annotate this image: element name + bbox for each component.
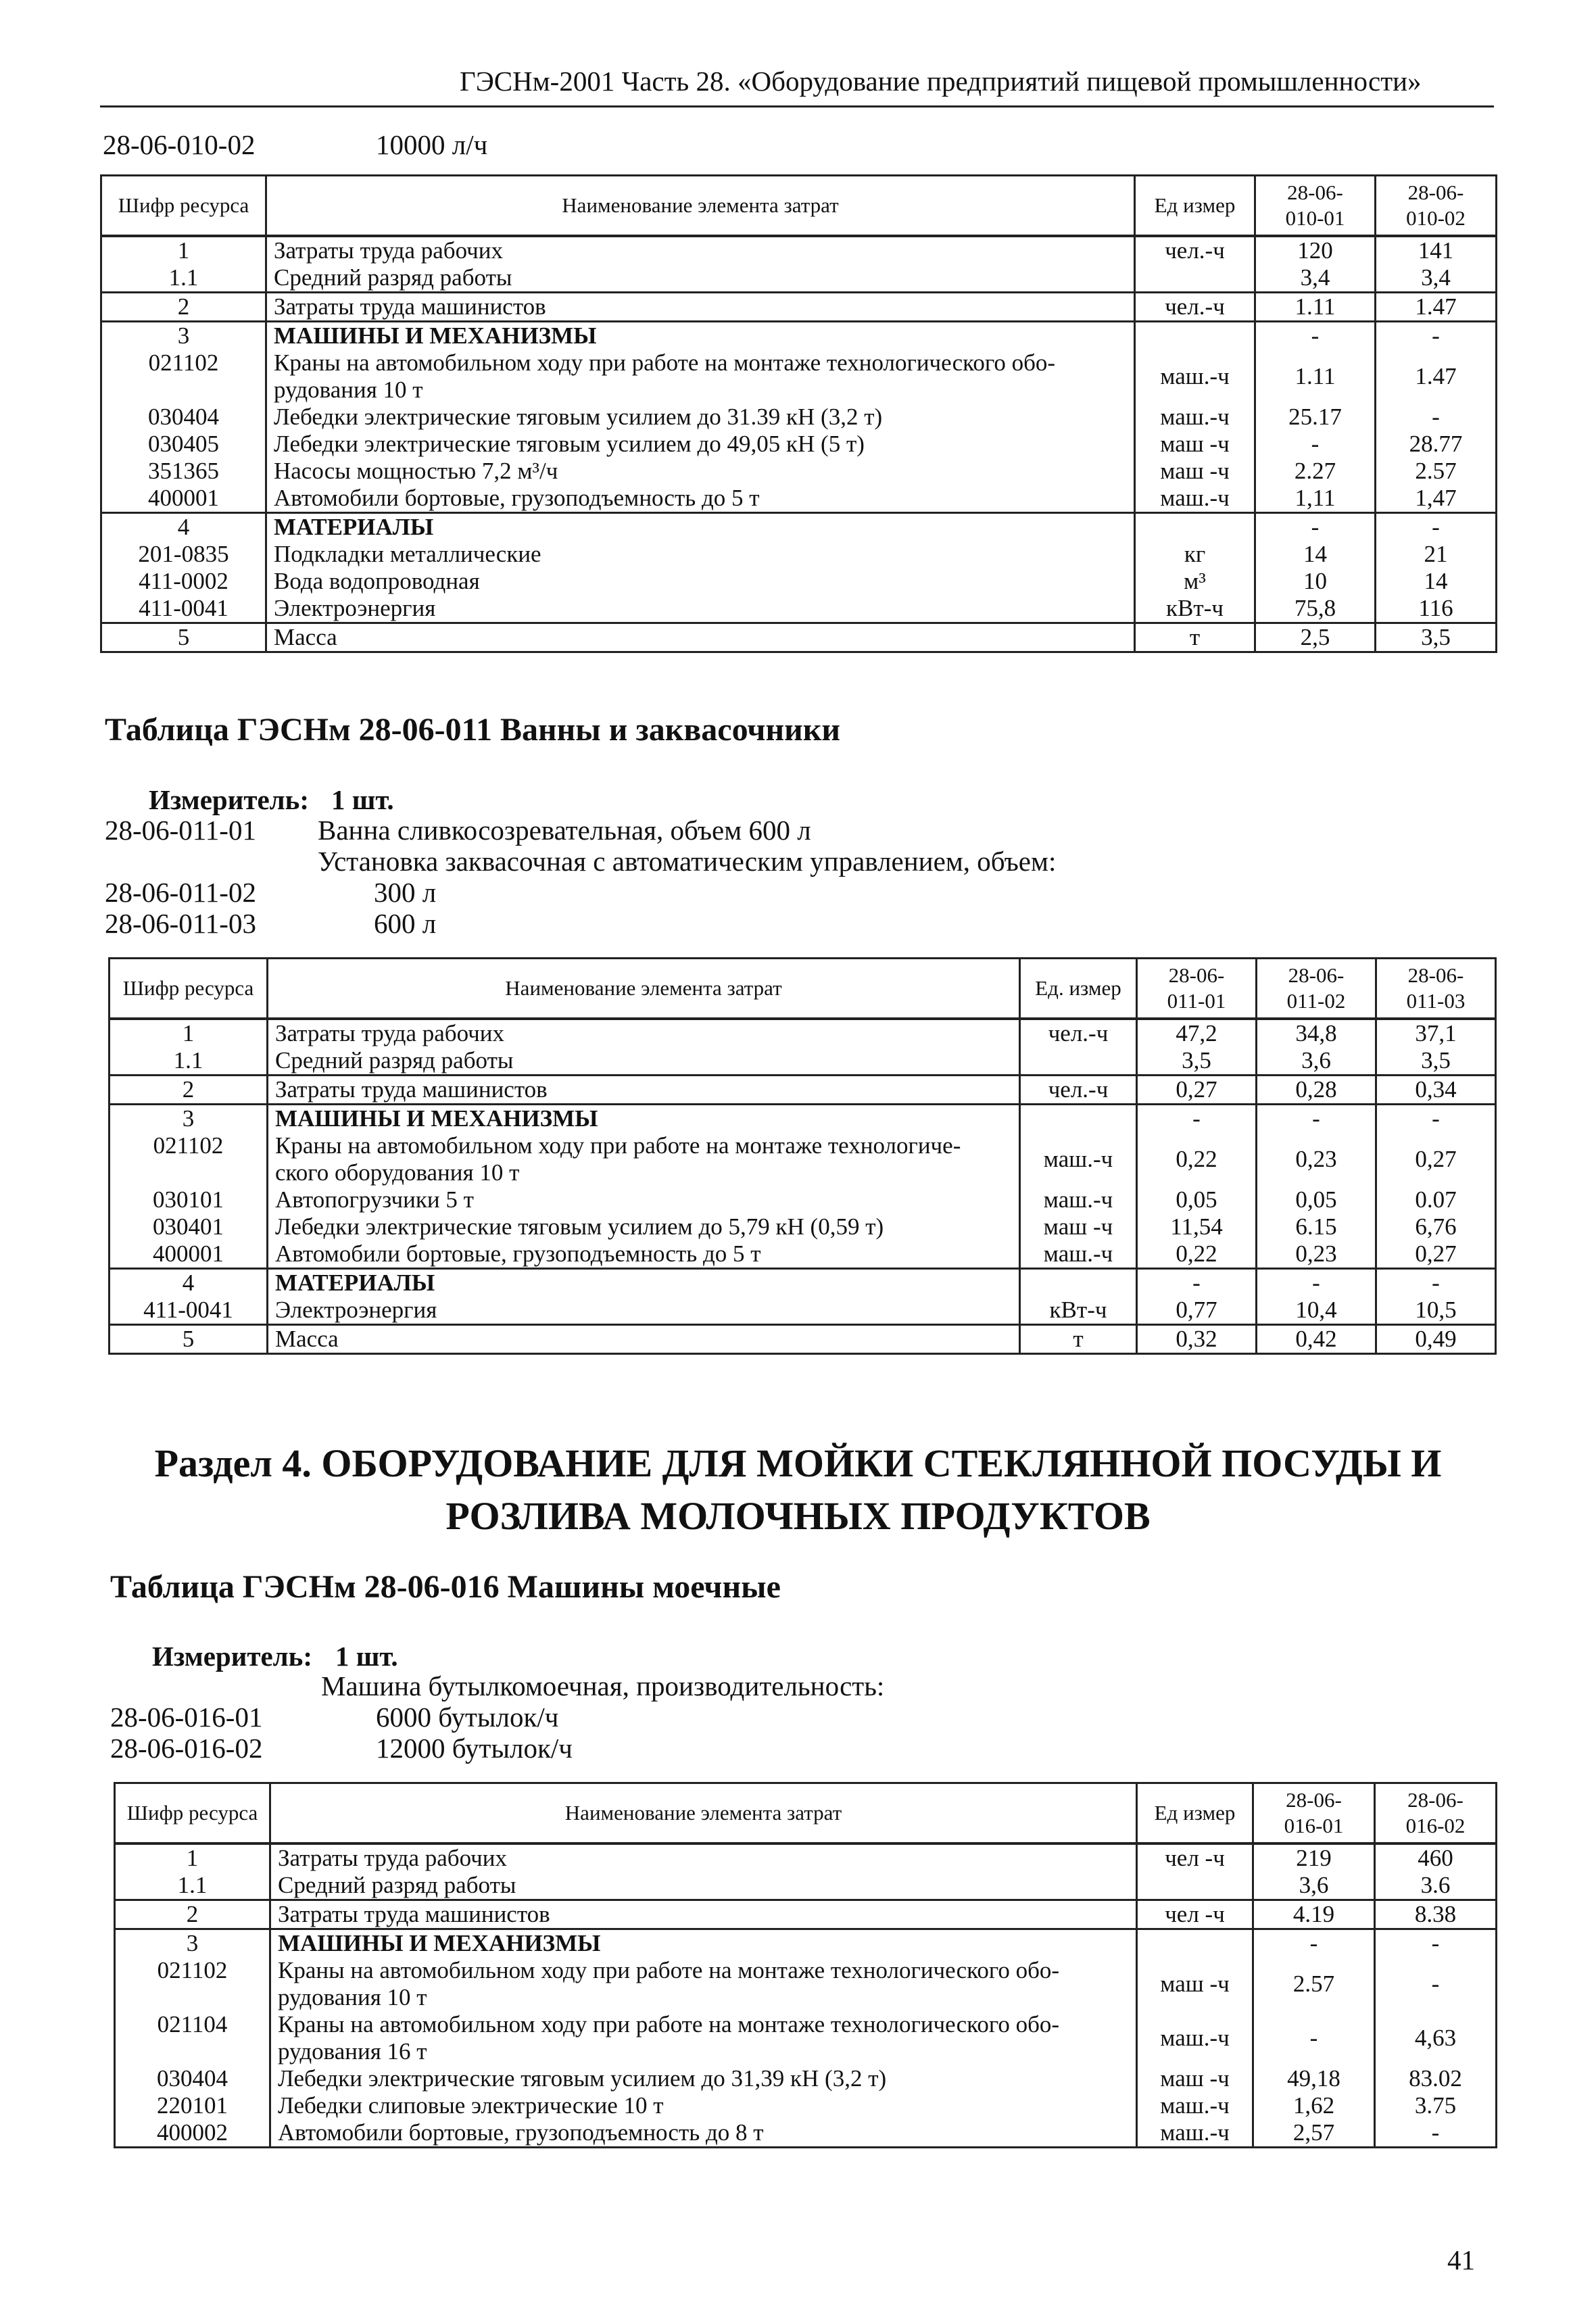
unit-cell: маш.-ч [1020,1240,1137,1269]
cost-element-name-line: Масса [274,624,337,650]
resource-code: 1 [115,1843,270,1872]
cost-element-name [270,2119,1137,2148]
unit-cell: маш.-ч [1135,404,1255,431]
unit-cell: чел.-ч [1020,1019,1137,1047]
cost-element-name-line: рудования 10 т [274,377,423,403]
value-cell: 37,1 [1376,1019,1496,1047]
cost-element-name [270,1957,1137,2011]
unit-cell: кВт-ч [1020,1297,1137,1325]
value-cell: 0,22 [1137,1132,1257,1186]
resource-code: 5 [110,1325,268,1354]
value-cell: 0,05 [1257,1186,1376,1213]
cost-element-name [268,1019,1020,1047]
cost-element-name-line: Затраты труда машинистов [274,293,546,320]
table-row [101,541,1497,568]
value-cell: - [1255,431,1376,458]
cost-element-name-line: Затраты труда машинистов [275,1076,548,1103]
value-cell: - [1375,2119,1497,2148]
value-cell: - [1376,513,1497,541]
value-cell: - [1257,1269,1376,1297]
value-cell: 10 [1255,568,1376,595]
resource-code: 4 [101,513,266,541]
value-cell: 1.47 [1376,349,1497,404]
header-rule [100,105,1494,107]
table-row [110,1076,1496,1105]
table-row [101,349,1497,404]
cost-element-name-line: Затраты труда рабочих [274,237,503,264]
top-code: 28-06-010-02 [103,129,256,160]
table-row [115,1872,1497,1900]
unit-cell: маш.-ч [1137,2092,1253,2119]
value-cell: 4.19 [1253,1900,1375,1929]
resource-code: 1.1 [110,1047,268,1076]
unit-cell [1137,1929,1253,1958]
col-header-name: Наименование элемента затрат [270,1783,1137,1844]
cost-element-name [268,1325,1020,1354]
value-cell: 3,5 [1376,623,1497,652]
value-cell: 10,4 [1257,1297,1376,1325]
table-row [101,458,1497,485]
cost-element-name [270,2011,1137,2065]
item-code: 28-06-016-01 [110,1702,263,1733]
cost-element-name [270,1900,1137,1929]
table-row [110,1213,1496,1240]
table-row [110,1240,1496,1269]
value-cell: 3,6 [1257,1047,1376,1076]
value-cell: - [1255,513,1376,541]
resource-table-011 [108,957,1497,1355]
item-text: Ванна сливкосозревательная, объем 600 л [318,815,811,846]
cost-element-name-line: Автопогрузчики 5 т [275,1186,474,1213]
table-row [101,264,1497,293]
value-cell: 1.11 [1255,349,1376,404]
resource-code: 2 [115,1900,270,1929]
resource-code: 2 [101,293,266,322]
cost-element-name-line: Краны на автомобильном ходу при работе на монтаже технологического обо- [278,1957,1060,1983]
value-cell: 2,57 [1253,2119,1375,2148]
resource-code: 411-0002 [101,568,266,595]
cost-element-name [268,1132,1020,1186]
resource-code: 3 [101,322,266,350]
value-cell: 0,27 [1376,1132,1496,1186]
value-cell: 0,27 [1137,1076,1257,1105]
col-header-unit: Ед. измер [1020,959,1137,1019]
cost-element-name-line: Краны на автомобильном ходу при работе на монтаже технологического обо- [274,349,1056,376]
item-text: 12000 бутылок/ч [376,1733,573,1764]
resource-code: 4 [110,1269,268,1297]
resource-code: 030404 [115,2065,270,2092]
value-cell: 3.75 [1375,2092,1497,2119]
table-title-011: Таблица ГЭСНм 28-06-011 Ванны и заквасочники [105,712,841,748]
value-cell: - [1375,1957,1497,2011]
col-header-code: Шифр ресурса [115,1783,270,1844]
resource-code: 030405 [101,431,266,458]
table-row [110,1105,1496,1133]
value-cell: 83.02 [1375,2065,1497,2092]
cost-element-name [270,1872,1137,1900]
cost-element-name-line: Автомобили бортовые, грузоподъемность до 8 т [278,2119,764,2146]
resource-code: 3 [115,1929,270,1958]
value-cell: 0,49 [1376,1325,1496,1354]
table-row [101,404,1497,431]
cost-element-name [266,541,1135,568]
value-cell: 219 [1253,1843,1375,1872]
value-cell: - [1255,322,1376,350]
item-code: 28-06-011-02 [105,877,256,908]
value-cell: 0.07 [1376,1186,1496,1213]
cost-element-name-line: Электроэнергия [274,595,436,621]
cost-element-name [266,264,1135,293]
value-cell: 3,5 [1137,1047,1257,1076]
top-value: 10000 л/ч [376,129,488,160]
value-cell: 0,77 [1137,1297,1257,1325]
resource-code: 411-0041 [110,1297,268,1325]
value-cell: 3,4 [1255,264,1376,293]
cost-element-name [268,1076,1020,1105]
cost-element-name [270,1929,1137,1958]
item-code: 28-06-011-03 [105,908,256,939]
resource-code: 400001 [101,485,266,513]
cost-element-name [266,485,1135,513]
col-header-variant-2: 28-06- 011-02 [1257,959,1376,1019]
value-cell: 47,2 [1137,1019,1257,1047]
table-row [101,568,1497,595]
resource-code: 411-0041 [101,595,266,623]
unit-cell [1137,1872,1253,1900]
cost-element-name [266,431,1135,458]
unit-cell: чел.-ч [1135,293,1255,322]
cost-element-name-line: Краны на автомобильном ходу при работе на монтаже технологического обо- [278,2011,1060,2037]
value-cell: 10,5 [1376,1297,1496,1325]
cost-element-name-line: Автомобили бортовые, грузоподъемность до 5 т [275,1240,761,1267]
cost-element-name [266,595,1135,623]
resource-table-010 [100,174,1497,653]
cost-element-name-line: МАШИНЫ И МЕХАНИЗМЫ [278,1930,601,1956]
col-header-code: Шифр ресурса [110,959,268,1019]
cost-element-name [268,1269,1020,1297]
value-cell: 3,6 [1253,1872,1375,1900]
table-row [110,1297,1496,1325]
cost-element-name-line: Средний разряд работы [274,264,512,291]
value-cell: 2,5 [1255,623,1376,652]
col-header-unit: Ед измер [1135,176,1255,237]
item-text: 6000 бутылок/ч [376,1702,559,1733]
cost-element-name-line: Средний разряд работы [278,1872,516,1898]
table-body [101,236,1497,652]
cost-element-name [270,2065,1137,2092]
table-row [110,1186,1496,1213]
unit-cell: чел -ч [1137,1843,1253,1872]
cost-element-name-line: Подкладки металлические [274,541,541,567]
value-cell: 1.47 [1376,293,1497,322]
unit-cell [1020,1105,1137,1133]
table-body [110,1019,1496,1354]
table-row [115,1929,1497,1958]
value-cell: 0,27 [1376,1240,1496,1269]
value-cell: 21 [1376,541,1497,568]
resource-code: 030404 [101,404,266,431]
col-header-variant-2: 28-06- 010-02 [1376,176,1497,237]
cost-element-name [266,322,1135,350]
cost-element-name-line: Вода водопроводная [274,568,480,594]
cost-element-name [268,1186,1020,1213]
unit-cell: кВт-ч [1135,595,1255,623]
cost-element-name-line: Лебедки электрические тяговым усилием до 31,39 кН (3,2 т) [278,2065,887,2092]
value-cell: - [1257,1105,1376,1133]
unit-cell: маш -ч [1137,2065,1253,2092]
meter-label-016: Измеритель: [152,1641,313,1672]
unit-cell: маш -ч [1135,458,1255,485]
unit-cell: маш -ч [1137,1957,1253,2011]
unit-cell [1020,1047,1137,1076]
value-cell: 2.27 [1255,458,1376,485]
cost-element-name-line: МАШИНЫ И МЕХАНИЗМЫ [274,322,597,349]
unit-cell: маш.-ч [1135,349,1255,404]
cost-element-name-line: рудования 10 т [278,1984,427,2010]
table-row [101,431,1497,458]
unit-cell: чел.-ч [1020,1076,1137,1105]
cost-element-name [266,404,1135,431]
item-text: 600 л [374,908,437,939]
meter-value-011: 1 шт. [331,784,394,815]
col-header-unit: Ед измер [1137,1783,1253,1844]
resource-code: 021104 [115,2011,270,2065]
cost-element-name [266,568,1135,595]
unit-cell: маш.-ч [1135,485,1255,513]
value-cell: 1,62 [1253,2092,1375,2119]
table-row [110,1019,1496,1047]
resource-code: 021102 [110,1132,268,1186]
value-cell: 141 [1376,236,1497,264]
cost-element-name [268,1297,1020,1325]
cost-element-name-line: Насосы мощностью 7,2 м³/ч [274,458,558,484]
table-row [115,2011,1497,2065]
value-cell: 0,34 [1376,1076,1496,1105]
value-cell: 11,54 [1137,1213,1257,1240]
col-header-code: Шифр ресурса [101,176,266,237]
cost-element-name-line: МАТЕРИАЛЫ [274,514,434,540]
value-cell: - [1253,1929,1375,1958]
unit-cell: маш.-ч [1137,2119,1253,2148]
col-header-name: Наименование элемента затрат [266,176,1135,237]
value-cell: 4,63 [1375,2011,1497,2065]
unit-cell: маш.-ч [1020,1132,1137,1186]
table-row [110,1132,1496,1186]
item-code: 28-06-016-02 [110,1733,263,1764]
col-header-variant-1: 28-06- 010-01 [1255,176,1376,237]
unit-cell: кг [1135,541,1255,568]
value-cell: - [1375,1929,1497,1958]
cost-element-name-line: Средний разряд работы [275,1047,514,1073]
cost-element-name [270,2092,1137,2119]
unit-cell [1020,1269,1137,1297]
value-cell: 8.38 [1375,1900,1497,1929]
cost-element-name [266,349,1135,404]
value-cell: 0,42 [1257,1325,1376,1354]
col-header-variant-2: 28-06- 016-02 [1375,1783,1497,1844]
cost-element-name-line: Затраты труда рабочих [278,1845,507,1871]
meter-label-011: Измеритель: [149,784,310,815]
resource-code: 1 [101,236,266,264]
value-cell: 3,5 [1376,1047,1496,1076]
cost-element-name-line: Краны на автомобильном ходу при работе на монтаже технологиче- [275,1132,961,1159]
cost-element-name-line: Затраты труда рабочих [275,1020,504,1046]
value-cell: 116 [1376,595,1497,623]
resource-code: 030401 [110,1213,268,1240]
cost-element-name-line: рудования 16 т [278,2038,427,2065]
value-cell: 2.57 [1253,1957,1375,2011]
table-row [101,322,1497,350]
value-cell: 1.11 [1255,293,1376,322]
table-row [101,623,1497,652]
value-cell: 0,32 [1137,1325,1257,1354]
running-header: ГЭСНм-2001 Часть 28. «Оборудование предприятий пищевой промышленности» [460,66,1422,97]
value-cell: 28.77 [1376,431,1497,458]
item-text: Машина бутылкомоечная, производительность: [321,1670,885,1702]
cost-element-name [266,623,1135,652]
cost-element-name [268,1105,1020,1133]
table-row [110,1269,1496,1297]
table-row [101,236,1497,264]
cost-element-name [268,1213,1020,1240]
table-row [101,485,1497,513]
unit-cell [1135,264,1255,293]
table-title-016: Таблица ГЭСНм 28-06-016 Машины моечные [110,1569,781,1605]
resource-code: 021102 [115,1957,270,2011]
resource-code: 400002 [115,2119,270,2148]
resource-code: 201-0835 [101,541,266,568]
value-cell: 0,28 [1257,1076,1376,1105]
resource-code: 1.1 [115,1872,270,1900]
table-row [101,513,1497,541]
col-header-variant-1: 28-06- 016-01 [1253,1783,1375,1844]
value-cell: - [1253,2011,1375,2065]
cost-element-name-line: Лебедки электрические тяговым усилием до 5,79 кН (0,59 т) [275,1213,884,1240]
value-cell: - [1376,322,1497,350]
unit-cell: маш.-ч [1137,2011,1253,2065]
unit-cell [1135,322,1255,350]
resource-code: 1.1 [101,264,266,293]
value-cell: 14 [1376,568,1497,595]
cost-element-name-line: ского оборудования 10 т [275,1159,520,1186]
cost-element-name [268,1047,1020,1076]
col-header-variant-3: 28-06- 011-03 [1376,959,1496,1019]
cost-element-name-line: Затраты труда машинистов [278,1901,550,1927]
cost-element-name [270,1843,1137,1872]
cost-element-name [266,236,1135,264]
value-cell: 460 [1375,1843,1497,1872]
unit-cell: маш -ч [1135,431,1255,458]
value-cell: 14 [1255,541,1376,568]
value-cell: 2.57 [1376,458,1497,485]
resource-code: 1 [110,1019,268,1047]
table-row [110,1047,1496,1076]
value-cell: 25.17 [1255,404,1376,431]
value-cell: 3,4 [1376,264,1497,293]
unit-cell: чел.-ч [1135,236,1255,264]
unit-cell: маш -ч [1020,1213,1137,1240]
value-cell: 0,23 [1257,1132,1376,1186]
resource-code: 021102 [101,349,266,404]
cost-element-name [268,1240,1020,1269]
value-cell: - [1137,1105,1257,1133]
meter-value-016: 1 шт. [335,1641,398,1672]
resource-code: 2 [110,1076,268,1105]
table-row [115,1900,1497,1929]
unit-cell: чел -ч [1137,1900,1253,1929]
value-cell: 0,22 [1137,1240,1257,1269]
value-cell: 49,18 [1253,2065,1375,2092]
item-code: 28-06-011-01 [105,815,256,846]
cost-element-name-line: Лебедки слиповые электрические 10 т [278,2092,664,2119]
table-row [110,1325,1496,1354]
table-row [115,2092,1497,2119]
unit-cell: м³ [1135,568,1255,595]
value-cell: 120 [1255,236,1376,264]
unit-cell: т [1020,1325,1137,1354]
section-4-title: Раздел 4. ОБОРУДОВАНИЕ ДЛЯ МОЙКИ СТЕКЛЯННОЙ ПОСУДЫ И РОЗЛИВА МОЛОЧНЫХ ПРОДУКТОВ [154,1441,1442,1538]
unit-cell [1135,513,1255,541]
value-cell: 0,05 [1137,1186,1257,1213]
value-cell: 1,47 [1376,485,1497,513]
table-row [101,293,1497,322]
cost-element-name-line: МАШИНЫ И МЕХАНИЗМЫ [275,1105,598,1132]
value-cell: - [1376,1105,1496,1133]
resource-code: 400001 [110,1240,268,1269]
cost-element-name [266,458,1135,485]
resource-code: 3 [110,1105,268,1133]
value-cell: - [1137,1269,1257,1297]
resource-code: 5 [101,623,266,652]
value-cell: 6,76 [1376,1213,1496,1240]
value-cell: 0,23 [1257,1240,1376,1269]
table-row [115,2119,1497,2148]
resource-code: 351365 [101,458,266,485]
table-row [115,1843,1497,1872]
unit-cell: т [1135,623,1255,652]
value-cell: - [1376,1269,1496,1297]
col-header-variant-1: 28-06- 011-01 [1137,959,1257,1019]
unit-cell: маш.-ч [1020,1186,1137,1213]
resource-code: 220101 [115,2092,270,2119]
table-row [115,2065,1497,2092]
cost-element-name [266,293,1135,322]
value-cell: 1,11 [1255,485,1376,513]
cost-element-name-line: Автомобили бортовые, грузоподъемность до 5 т [274,485,760,511]
cost-element-name-line: Лебедки электрические тяговым усилием до 49,05 кН (5 т) [274,431,865,457]
cost-element-name-line: Лебедки электрические тяговым усилием до 31.39 кН (3,2 т) [274,404,883,430]
value-cell: 75,8 [1255,595,1376,623]
cost-element-name-line: МАТЕРИАЛЫ [275,1270,435,1296]
resource-table-016 [114,1782,1497,2148]
table-row [101,595,1497,623]
item-text: Установка заквасочная с автоматическим управлением, объем: [318,846,1057,877]
table-body [115,1843,1497,2148]
item-text: 300 л [374,877,437,908]
page-number: 41 [1447,2244,1475,2275]
value-cell: 6.15 [1257,1213,1376,1240]
value-cell: 3.6 [1375,1872,1497,1900]
value-cell: 34,8 [1257,1019,1376,1047]
cost-element-name-line: Масса [275,1326,339,1352]
table-row [115,1957,1497,2011]
resource-code: 030101 [110,1186,268,1213]
cost-element-name-line: Электроэнергия [275,1297,437,1323]
col-header-name: Наименование элемента затрат [268,959,1020,1019]
cost-element-name [266,513,1135,541]
value-cell: - [1376,404,1497,431]
